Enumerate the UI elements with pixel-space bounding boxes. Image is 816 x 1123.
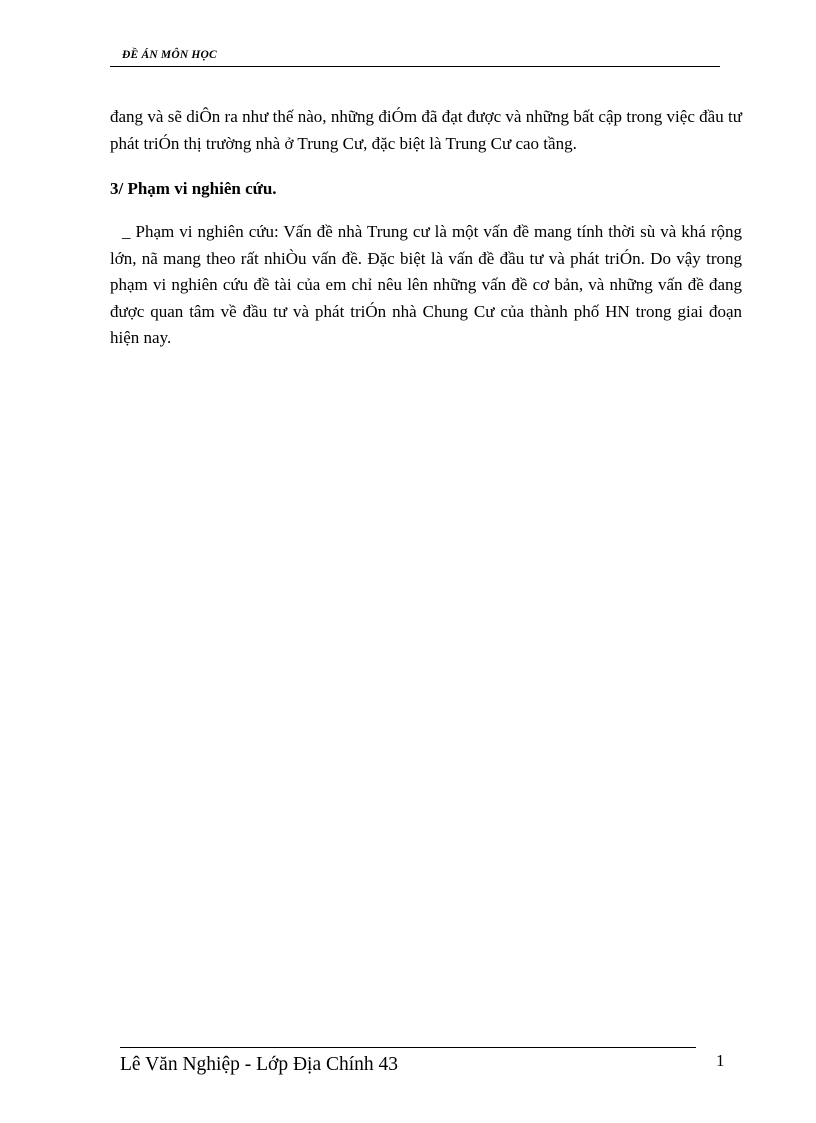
body-paragraph-2: _ Phạm vi nghiên cứu: Vấn đề nhà Trung cư là một vấn đề mang tính thời sù và khá rộng lớn, nã mang theo rất nhiÒu vấn đề. Đặc biệt là vấn đề đầu tư và phát triÓn. Do vậy trong phạm vi nghiên cứu đề tài của em chỉ nêu lên những vấn đề cơ bản, và những vấn đề đang được quan tâm về đầu tư và phát triÓn nhà Chung Cư của thành phố HN trong giai đoạn hiện nay. <box>110 222 742 348</box>
footer-author-line: Lê Văn Nghiệp - Lớp Địa Chính 43 <box>120 1054 399 1075</box>
body-paragraph-1: đang và sẽ diÔn ra như thế nào, những điÓm đã đạt được và những bất cập trong việc đầu tư phát triÓn thị trường nhà ở Trung Cư, đặc biệt là Trung Cư cao tầng. <box>110 107 742 153</box>
footer-divider <box>120 1047 696 1048</box>
section-heading: 3/ Phạm vi nghiên cứu. <box>110 179 277 198</box>
page-number: 1 <box>716 1051 725 1070</box>
page-header <box>110 46 720 67</box>
header-title: ĐỀ ÁN MÔN HỌC <box>122 49 217 61</box>
